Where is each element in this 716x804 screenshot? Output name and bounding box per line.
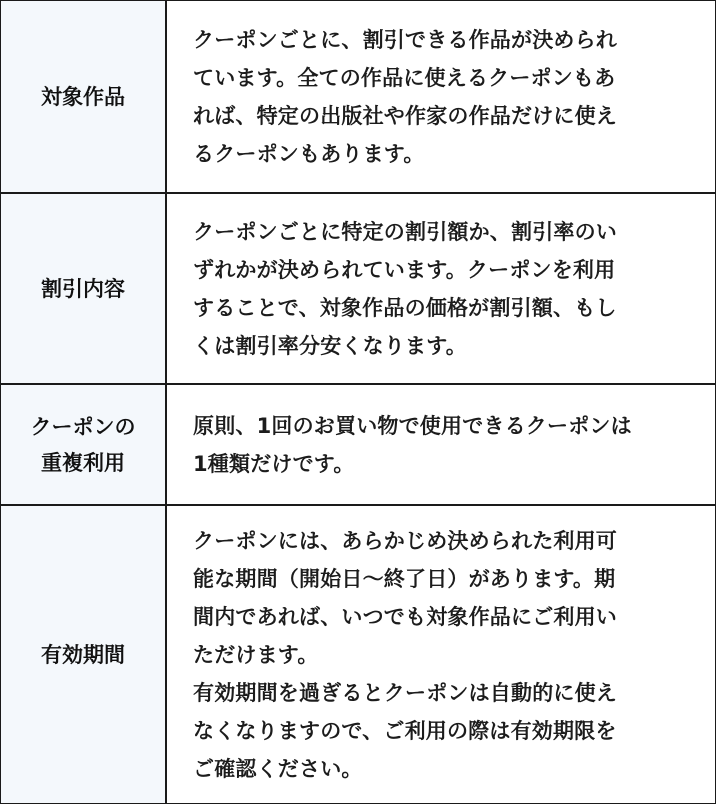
- row-header-label: 有効期間: [41, 642, 125, 667]
- row-header-cell: [1, 506, 167, 803]
- row-header-cell: [1, 194, 167, 383]
- row-content-cell: [167, 1, 715, 192]
- row-content-text: クーポンごとに、割引できる作品が決められ ています。全ての作品に使えるクーポンもあ れば、特定の出版社や作家の作品だけに使え るクーポンもあります。: [193, 27, 617, 166]
- row-header-label: 対象作品: [41, 84, 125, 109]
- row-content-cell: [167, 194, 715, 383]
- row-header-cell: [1, 385, 167, 504]
- row-header-label: クーポンの 重複利用: [30, 414, 136, 475]
- row-content-text: 原則、1回のお買い物で使用できるクーポンは 1種類だけです。: [193, 413, 632, 476]
- row-content-cell: [167, 506, 715, 803]
- row-header-label: 割引内容: [41, 276, 125, 301]
- row-header-cell: [1, 1, 167, 192]
- table-row-target-works: [1, 1, 715, 194]
- table-row-coupon-stacking: [1, 385, 715, 506]
- row-content-cell: [167, 385, 715, 504]
- row-content-text: クーポンごとに特定の割引額か、割引率のい ずれかが決められています。クーポンを利用 することで、対象作品の価格が割引額、もし くは割引率分安くなります。: [193, 219, 617, 358]
- table-row-discount-details: [1, 194, 715, 385]
- row-content-text: クーポンには、あらかじめ決められた利用可 能な期間（開始日〜終了日）があります。期 間内であれば、いつでも対象作品にご利用い ただけます。 有効期間を過ぎるとクーポンは自動的に使え なくなりますので、ご利用の際は有効期限を ご確認ください。: [193, 528, 617, 781]
- table-row-validity-period: [1, 506, 715, 803]
